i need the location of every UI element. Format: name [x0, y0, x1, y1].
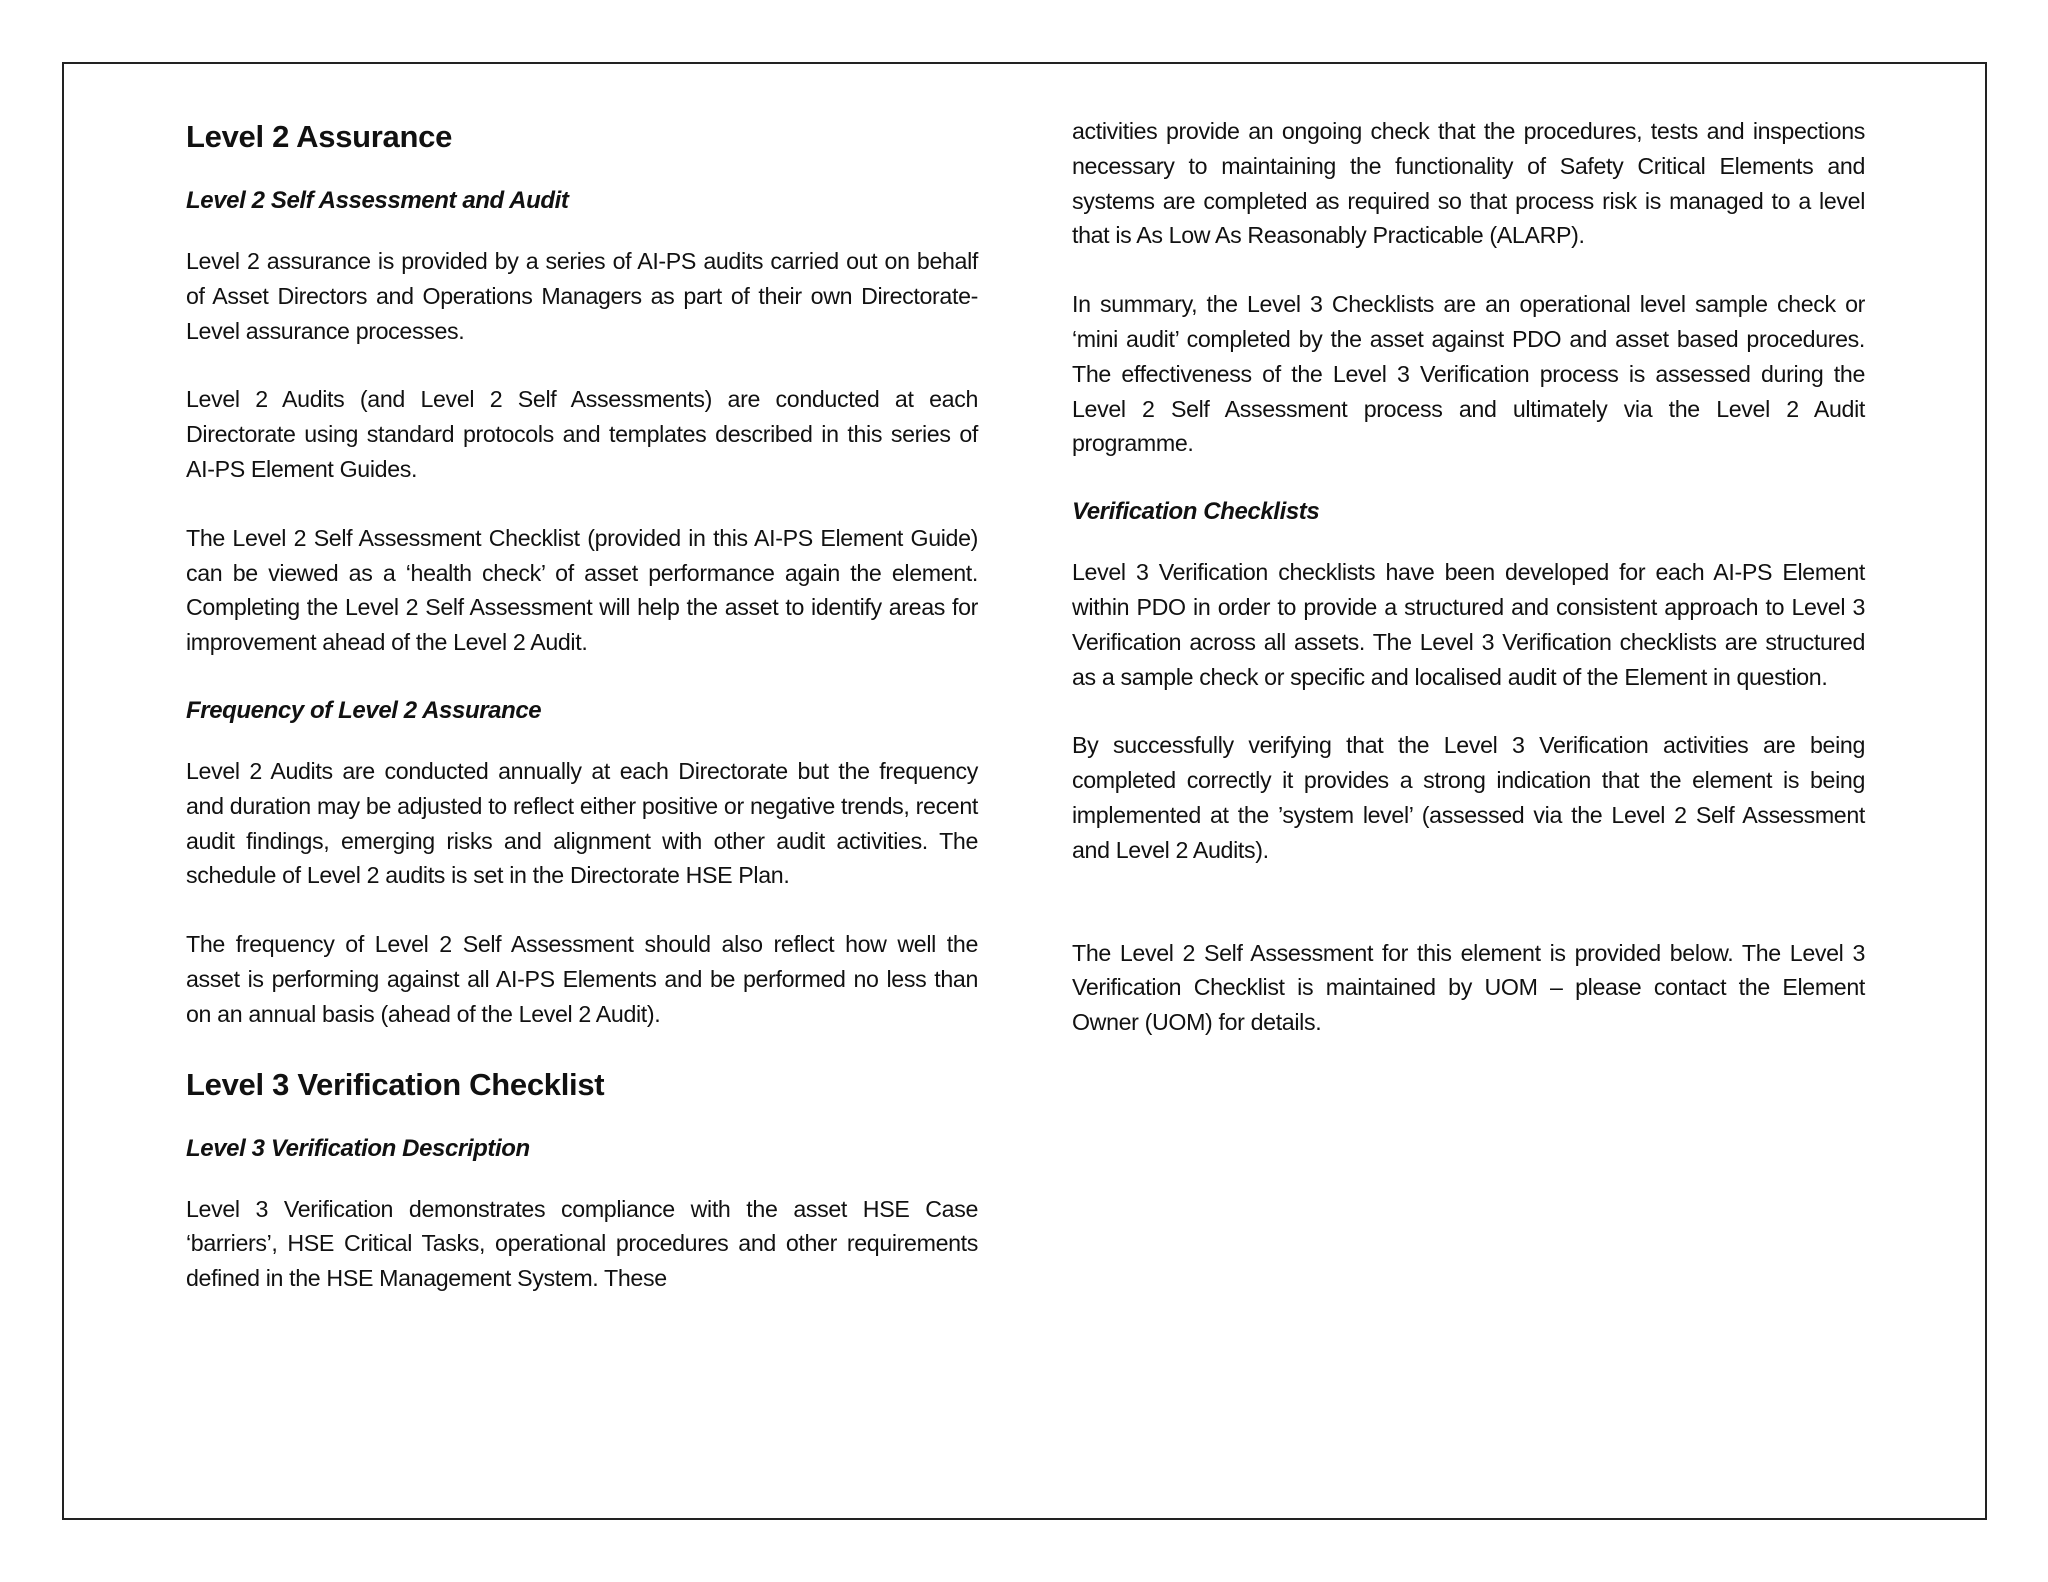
- paragraph-successful-verification: By successfully verifying that the Level 3 Verification activities are being completed correctly it provides a strong indication that the element is being implemented at the ’system level’ (assessed via the Level 2 Self Assessment and Level 2 Audits).: [1072, 732, 1865, 863]
- left-column: [186, 118, 978, 1330]
- paragraph-spacer: [1072, 902, 1865, 936]
- subheading-frequency-of-assurance: Frequency of Level 2 Assurance: [186, 696, 542, 724]
- paragraph-summary-level3-checklists: In summary, the Level 3 Checklists are an operational level sample check or ‘mini audit’ completed by the asset against PDO and asset based procedures. The effectiveness of the Level 3 Verification process is assessed during the Level 2 Self Assessment process and ultimately via the Level 2 Audit programme.: [1072, 291, 1865, 457]
- paragraph-level3-verification-intro: Level 3 Verification demonstrates compliance with the asset HSE Case ‘barriers’, HSE Critical Tasks, operational procedures and other requirements defined in the HSE Management System. These: [186, 1195, 978, 1292]
- paragraph-level2-audits-conducted: Level 2 Audits (and Level 2 Self Assessments) are conducted at each Directorate using standard protocols and templates described in this series of AI-PS Element Guides.: [186, 386, 978, 482]
- heading-level-3-verification-checklist: Level 3 Verification Checklist: [186, 1066, 605, 1102]
- paragraph-level2-assurance-intro: Level 2 assurance is provided by a series of AI-PS audits carried out on behalf of Asset Directors and Operations Managers as part of their own Directorate-Level assurance processes.: [186, 248, 978, 344]
- subheading-self-assessment-and-audit: Level 2 Self Assessment and Audit: [186, 187, 569, 214]
- right-column: [1072, 114, 1865, 1074]
- heading-level-2-assurance: Level 2 Assurance: [186, 119, 453, 154]
- paragraph-self-assessment-checklist: The Level 2 Self Assessment Checklist (provided in this AI-PS Element Guide) can be viewed as a ‘health check’ of asset performance again the element. Completing the Level 2 Self Assessment will help the asset to identify areas for improvement ahead of the Level 2 Audit.: [186, 524, 978, 656]
- paragraph-verification-activities-continued: activities provide an ongoing check that the procedures, tests and inspections necessary to maintaining the functionality of Safety Critical Elements and systems are completed as required so that process risk is managed to a level that is As Low As Reasonably Practicable (ALARP).: [1072, 118, 1865, 249]
- subheading-verification-description: Level 3 Verification Description: [186, 1134, 530, 1162]
- paragraph-audit-frequency: Level 2 Audits are conducted annually at each Directorate but the frequency and duration may be adjusted to reflect either positive or negative trends, recent audit findings, emerging risks and alignment with other audit activities. The schedule of Level 2 audits is set in the Directorate HSE Plan.: [186, 757, 978, 889]
- paragraph-self-assessment-provided-below: The Level 2 Self Assessment for this element is provided below. The Level 3 Verification Checklist is maintained by UOM – please contact the Element Owner (UOM) for details.: [1072, 939, 1865, 1036]
- paragraph-self-assessment-frequency: The frequency of Level 2 Self Assessment should also reflect how well the asset is performing against all AI-PS Elements and be performed no less than on an annual basis (ahead of the Level 2 Audit).: [186, 931, 978, 1027]
- subheading-verification-checklists: Verification Checklists: [1072, 498, 1320, 526]
- paragraph-verification-checklists-developed: Level 3 Verification checklists have been developed for each AI-PS Element within PDO in order to provide a structured and consistent approach to Level 3 Verification across all assets. The Level 3 Verification checklists are structured as a sample check or specific and localised audit of the Element in question.: [1072, 559, 1865, 690]
